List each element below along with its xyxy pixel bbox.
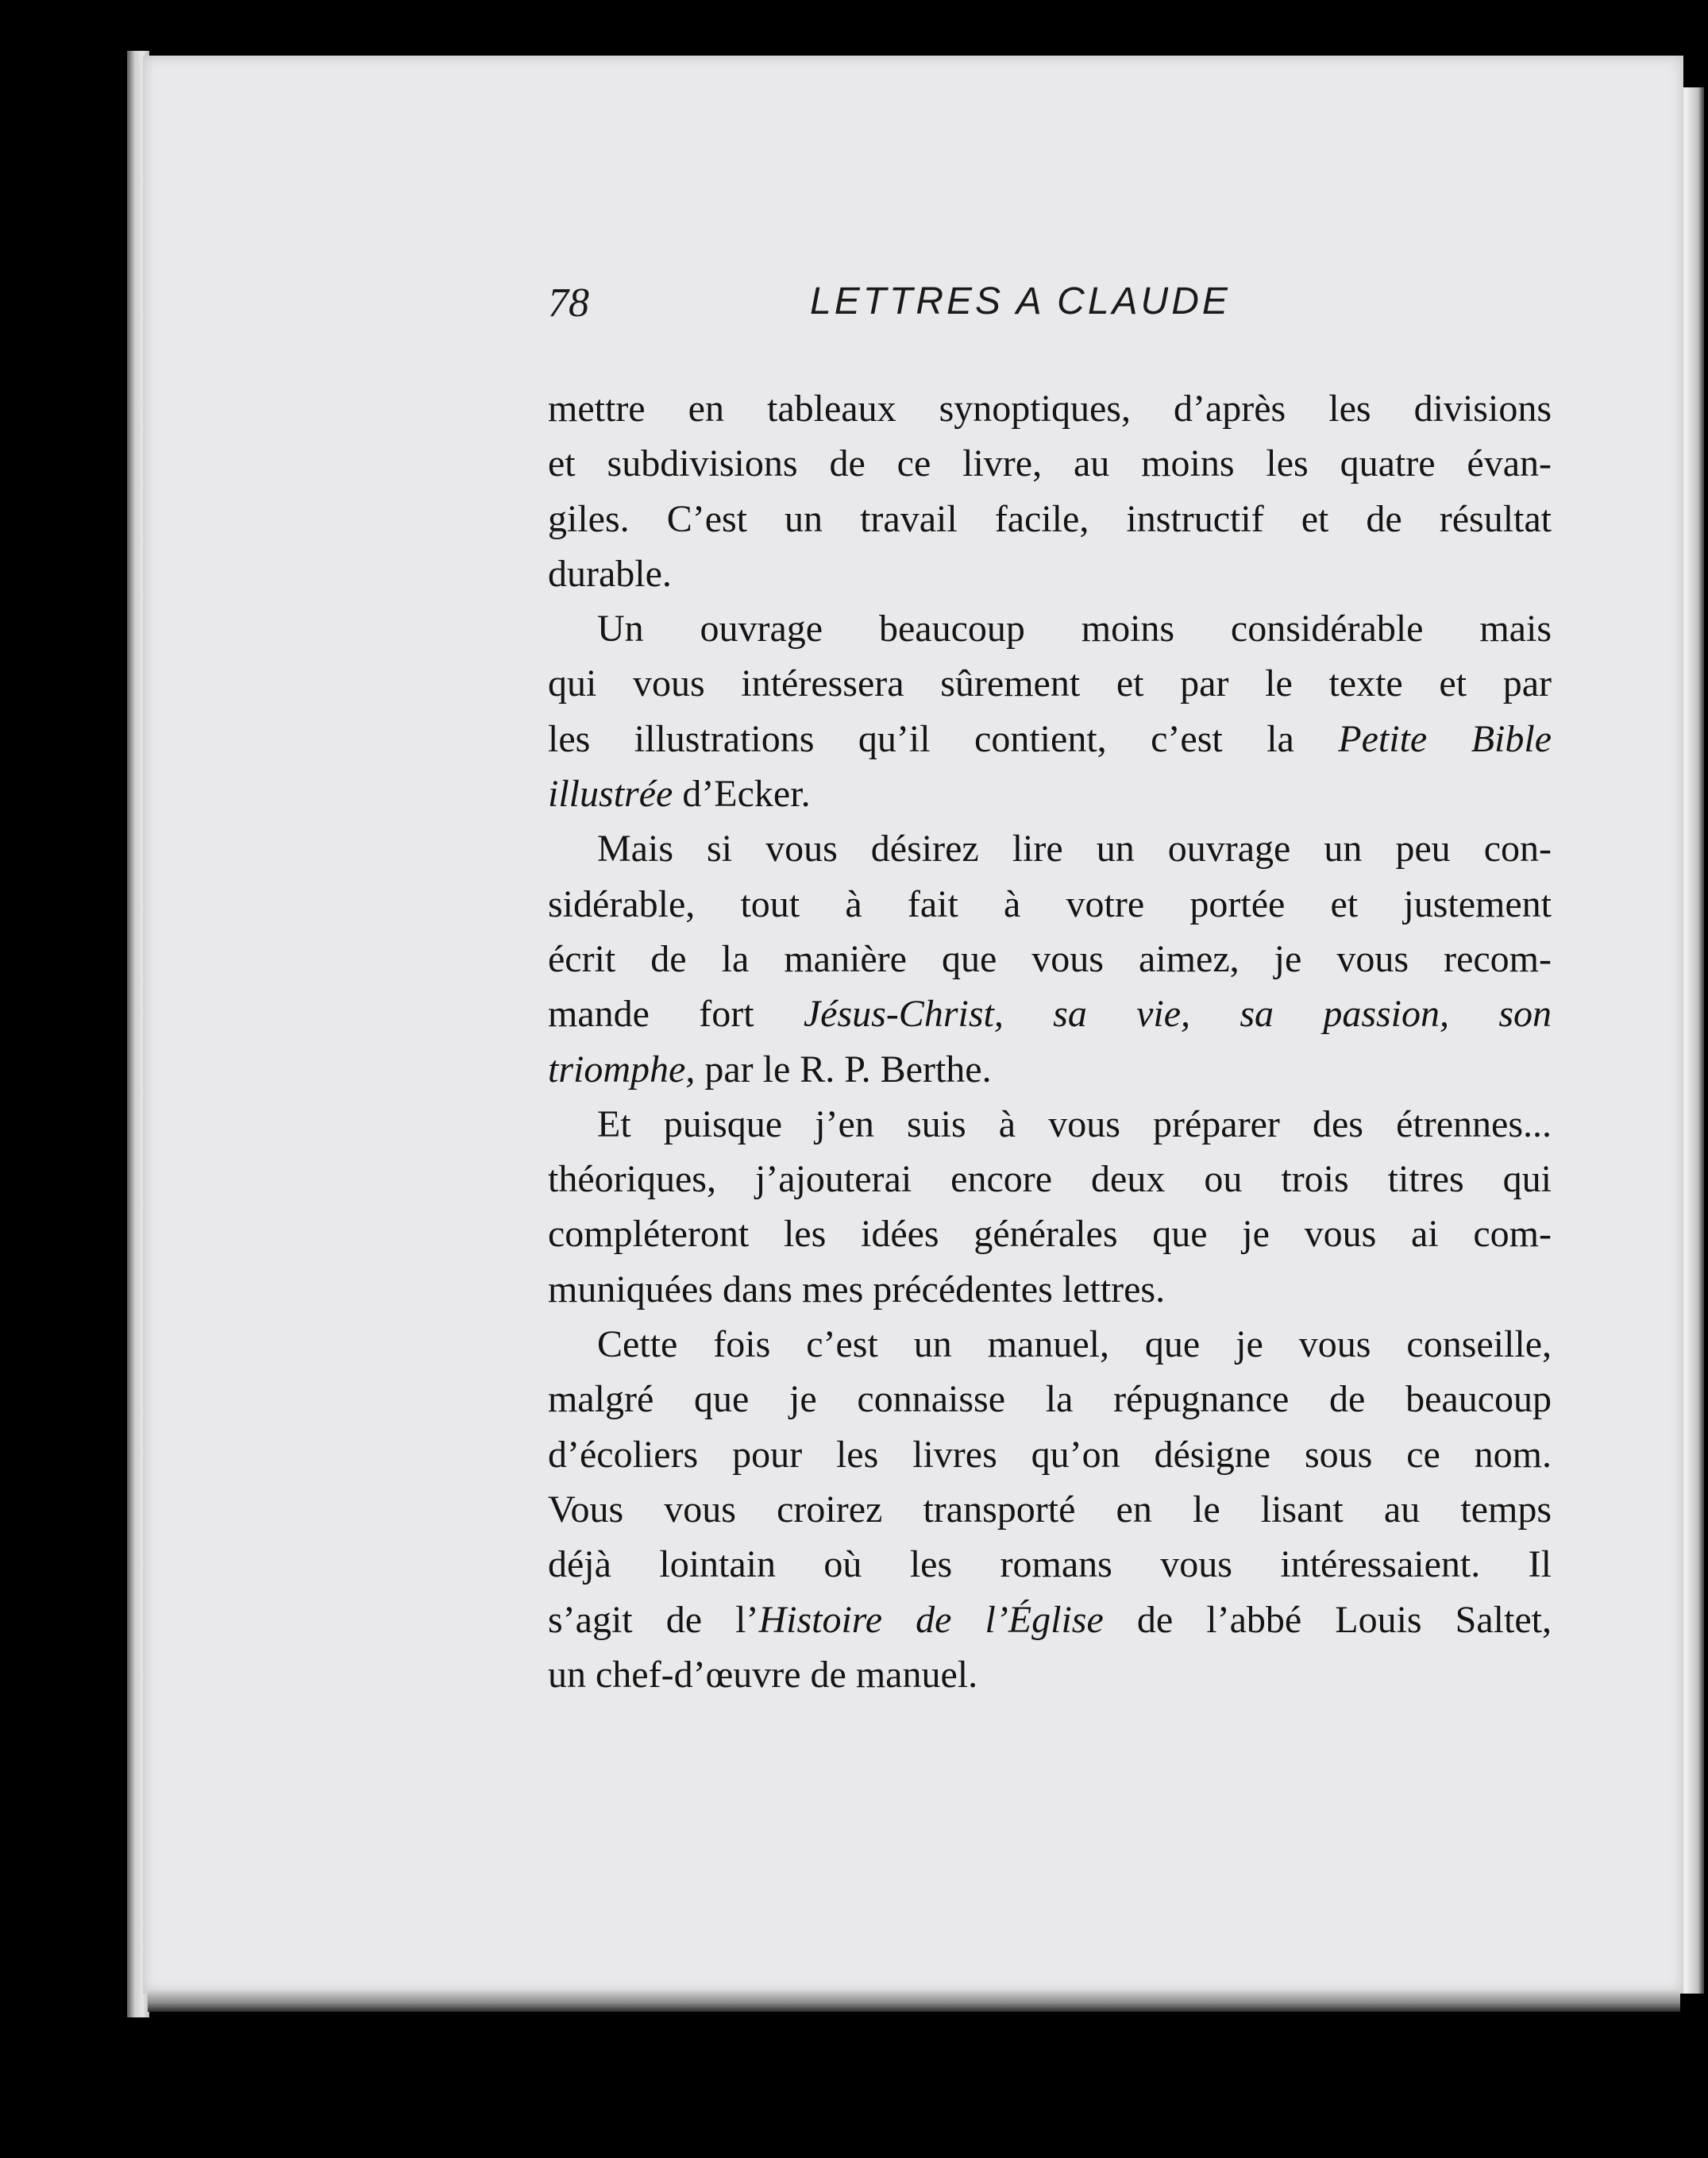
text-fragment: s’agit de l’ [548,1598,759,1641]
text-line: malgré que je connaisse la répugnance de beaucoup [548,1378,1552,1421]
book-title-italic: triomphe, [548,1048,696,1091]
text-fragment: par le R. P. Berthe. [695,1048,992,1091]
book-title-italic: Jésus-Christ, sa vie, sa passion, son [803,993,1552,1036]
text-line: durable. [548,552,672,595]
text-line: mettre en tableaux synoptiques, d’après les divisions [548,388,1552,430]
text-line: Cette fois c’est un manuel, que je vous conseille, [597,1323,1552,1366]
text-fragment: les illustrations qu’il contient, c’est la [548,717,1339,760]
text-line: sidérable, tout à fait à votre portée et justement [548,882,1552,925]
text-line [548,1042,1552,1097]
text-line: écrit de la manière que vous aimez, je vous recom- [548,937,1552,980]
text-line: muniquées dans mes précédentes lettres. [548,1268,1166,1311]
text-line: déjà lointain où les romans vous intéressaient. Il [548,1543,1552,1586]
text-line: et subdivisions de ce livre, au moins les quatre évan- [548,442,1552,485]
text-line: giles. C’est un travail facile, instructif et de résultat [548,497,1552,540]
running-title: LETTRES A CLAUDE [810,280,1231,322]
text-fragment: de l’abbé Louis Saltet, [1103,1598,1552,1641]
text-line [548,986,1552,1041]
text-line: compléteront les idées générales que je vous ai com- [548,1213,1552,1256]
running-head [548,280,1556,343]
text-line: qui vous intéressera sûrement et par le texte et par [548,662,1552,705]
text-line [548,766,1552,821]
page-bottom-edge [148,1990,1680,2012]
body-text [548,381,1552,1702]
text-line: Un ouvrage beaucoup moins considérable mais [597,608,1552,650]
text-line: un chef-d’œuvre de manuel. [548,1653,978,1696]
book-title-italic: Histoire de l’Église [758,1598,1104,1641]
text-line: Vous vous croirez transporté en le lisant au temps [548,1488,1552,1531]
page-number: 78 [548,280,589,326]
text-line: d’écoliers pour les livres qu’on désigne sous ce nom. [548,1433,1552,1476]
text-fragment: d’Ecker. [673,773,811,816]
text-line: Mais si vous désirez lire un ouvrage un peu con- [597,828,1552,871]
text-line: théoriques, j’ajouterai encore deux ou trois titres qui [548,1158,1552,1201]
text-line: Et puisque j’en suis à vous préparer des étrennes... [597,1102,1552,1145]
text-line [548,712,1552,766]
text-fragment: mande fort [548,993,804,1036]
book-title-italic: illustrée [548,773,673,816]
text-line [548,1592,1552,1647]
book-title-italic: Petite Bible [1338,717,1552,760]
